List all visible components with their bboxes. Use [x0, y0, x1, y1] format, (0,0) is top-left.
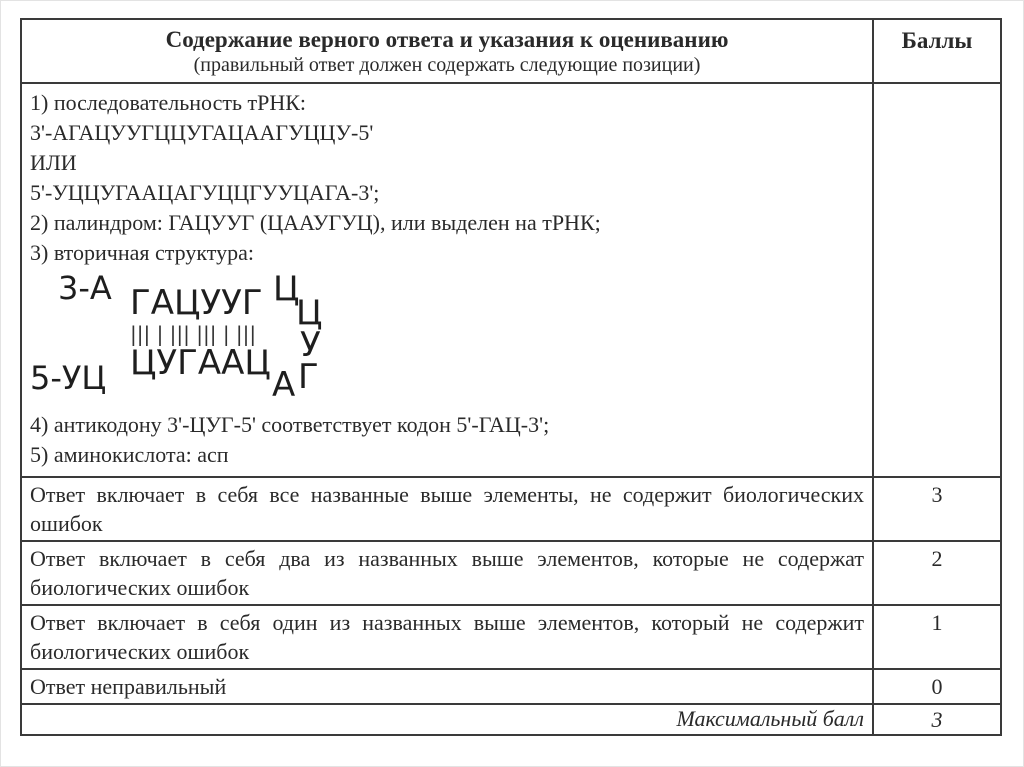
- criteria-points: 2: [873, 541, 1001, 605]
- answer-line: 1) последовательность тРНК:: [30, 90, 306, 116]
- answer-score-cell: [873, 83, 1001, 477]
- max-score-value: 3: [873, 704, 1001, 735]
- structure-top-strand: ГАЦУУГ: [130, 283, 263, 324]
- criteria-text: Ответ неправильный: [21, 669, 873, 704]
- answer-cell: [21, 83, 873, 477]
- max-score-row: [21, 704, 1001, 735]
- header-content-cell: [21, 19, 873, 83]
- grading-table: [20, 18, 1002, 736]
- structure-hydrogen-bonds: ||| | ||| ||| | |||: [130, 322, 257, 347]
- criteria-row: [21, 477, 1001, 541]
- criteria-text: Ответ включает в себя два из названных выше элементов, которые не содержат биологических ошибок: [21, 541, 873, 605]
- header-score-cell: Баллы: [873, 19, 1001, 83]
- criteria-text: Ответ включает в себя все названные выше элементы, не содержит биологических ошибок: [21, 477, 873, 541]
- criteria-row: [21, 605, 1001, 669]
- criteria-points: 3: [873, 477, 1001, 541]
- header-title: Содержание верного ответа и указания к оцениванию: [165, 27, 729, 52]
- answer-line: 3'-АГАЦУУГЦЦУГАЦААГУЦЦУ-5': [30, 120, 374, 146]
- structure-loop-g: Г: [298, 357, 319, 398]
- structure-bottom-strand: ЦУГААЦ: [130, 343, 271, 384]
- criteria-points: 0: [873, 669, 1001, 704]
- header-row: [21, 19, 1001, 83]
- answer-line: 5'-УЦЦУГААЦАГУЦЦГУУЦАГА-3';: [30, 180, 380, 206]
- answer-line: ИЛИ: [30, 150, 77, 176]
- structure-loop-c1: Ц: [273, 269, 300, 310]
- answer-line: 5) аминокислота: асп: [30, 442, 229, 468]
- answer-row: [21, 83, 1001, 477]
- answer-line: 4) антикодону 3'-ЦУГ-5' соответствует кодон 5'-ГАЦ-3';: [30, 412, 550, 438]
- structure-bottom-end: 5-УЦ: [30, 359, 107, 398]
- structure-top-end: 3-А: [58, 269, 112, 308]
- criteria-text: Ответ включает в себя один из названных выше элементов, который не содержит биологических ошибок: [21, 605, 873, 669]
- structure-loop-c2: Ц: [296, 293, 323, 334]
- answer-line: 3) вторичная структура:: [30, 240, 254, 266]
- max-score-label: Максимальный балл: [21, 704, 873, 735]
- structure-loop-u: У: [300, 325, 321, 366]
- secondary-structure-diagram: [30, 270, 864, 406]
- answer-line: 2) палиндром: ГАЦУУГ (ЦААУГУЦ), или выделен на тРНК;: [30, 210, 601, 236]
- criteria-row: [21, 541, 1001, 605]
- criteria-points: 1: [873, 605, 1001, 669]
- criteria-row: [21, 669, 1001, 704]
- structure-loop-a: А: [272, 365, 296, 406]
- header-subtitle: (правильный ответ должен содержать следующие позиции): [193, 54, 701, 77]
